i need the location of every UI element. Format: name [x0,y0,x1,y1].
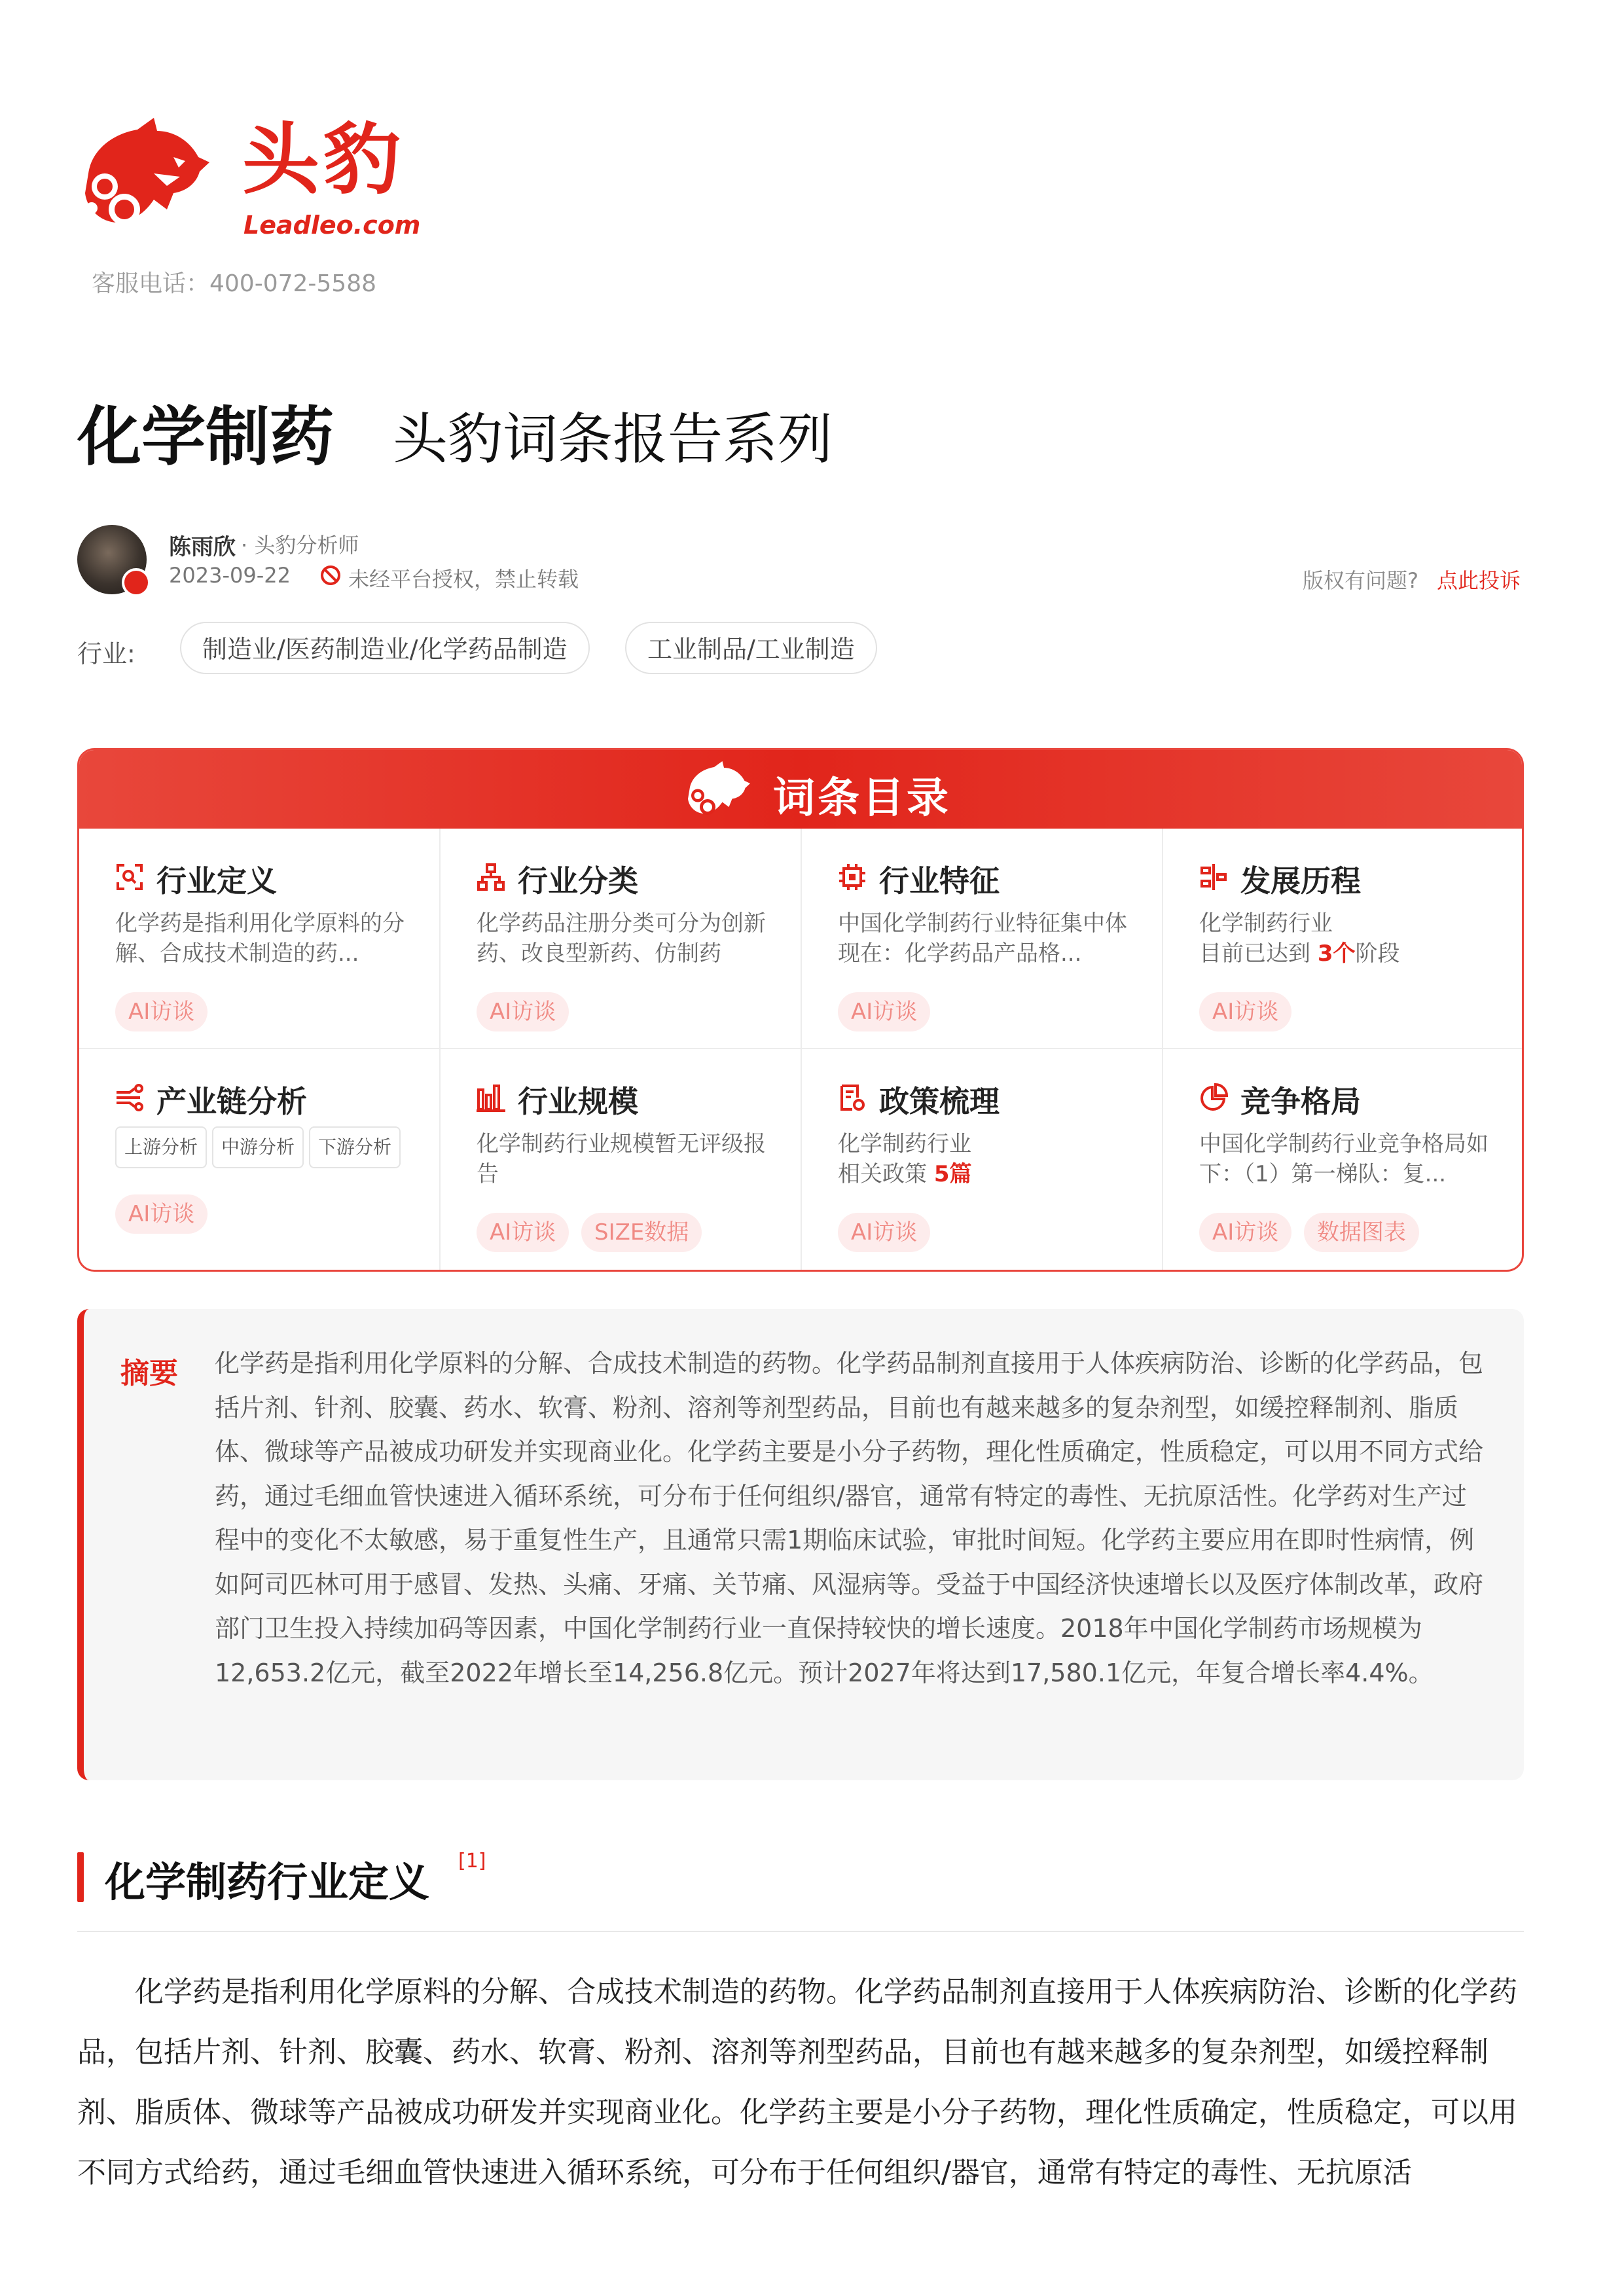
chain-icon [115,1083,144,1112]
brand-name-en: Leadleo.com [244,211,421,240]
ai-interview-pill[interactable]: AI访谈 [115,992,208,1031]
leopard-logo-icon [678,758,757,823]
search-doc-icon [115,863,144,891]
section-title: 化学制药行业定义 [105,1858,430,1906]
report-subtitle: 头豹词条报告系列 [393,407,833,471]
toc-item-desc: 化学制药行业规模暂无评级报告 [477,1131,766,1187]
industry-label: 行业: [77,639,135,668]
toc-grid [79,829,1522,1270]
desc-suffix: 阶段 [1355,941,1400,967]
ai-interview-pill[interactable]: AI访谈 [838,992,930,1031]
summary-box [77,1309,1524,1780]
desc-line: 目前已达到 [1199,941,1318,967]
ai-interview-pill[interactable]: AI访谈 [115,1194,208,1234]
policy-count: 5篇 [933,1161,972,1187]
ai-interview-pill[interactable]: AI访谈 [1199,992,1291,1031]
summary-text: 化学药是指利用化学原料的分解、合成技术制造的药物。化学药品制剂直接用于人体疾病防治、诊断的化学药品，包括片剂、针剂、胶囊、药水、软膏、粉剂、溶剂等剂型药品，目前也有越来越多的复杂剂型，如缓控释制剂、脂质体、微球等产品被成功研发并实现商业化。化学药主要是小分子药物，理化性质确定，性质稳定，可以用不同方式给药，通过毛细血管快速进入循环系统，可分布于任何组织/器官，通常有特定的毒性、无抗原活性。化学药对生产过程中的变化不太敏感，易于重复性生产，且通常只需1期临床试验，审批时间短。化学药主要应用在即时性病情，例如阿司匹林可用于感冒、发热、头痛、牙痛、关节痛、风湿病等。受益于中国经济快速增长以及医疗体制改革，政府部门卫生投入持续加码等因素，中国化学制药行业一直保持较快的增长速度。2018年中国化学制药市场规模为12,653.2亿元，截至2022年增长至14,256.8亿元。预计2027年将达到17,580.1亿元，年复合增长率4.4%。 [215,1349,1484,1687]
toc-item-desc [838,1129,1132,1189]
timeline-icon [1199,863,1228,891]
leopard-logo-icon [75,111,213,242]
toc-item-desc: 化学药品注册分类可分为创新药、改良型新药、仿制药 [477,910,766,967]
section-accent-bar [77,1852,84,1902]
publish-date: 2023-09-22 [169,563,291,588]
toc-item-features[interactable] [802,829,1163,1049]
desc-line: 化学制药行业 [838,1131,971,1157]
toc-item-history[interactable] [1163,829,1524,1049]
ai-interview-pill[interactable]: AI访谈 [1199,1213,1291,1252]
toc-item-title: 产业链分析 [156,1084,307,1119]
desc-line: 化学制药行业 [1199,910,1333,937]
toc-item-classification[interactable] [441,829,802,1049]
industry-tag[interactable]: 工业制品/工业制造 [625,622,877,674]
toc-title: 词条目录 [773,774,951,823]
toc-item-desc: 化学药是指利用化学原料的分解、合成技术制造的药... [115,910,405,967]
industry-tag[interactable]: 制造业/医药制造业/化学药品制造 [180,622,590,674]
desc-line: 相关政策 [838,1161,934,1187]
toc-item-title: 政策梳理 [879,1084,1000,1119]
toc-item-desc: 中国化学制药行业特征集中体现在：化学药品产品格... [838,910,1127,967]
midstream-tag[interactable]: 中游分析 [212,1126,304,1168]
verified-badge-icon [122,568,151,597]
report-title: 化学制药 [77,400,334,475]
policy-doc-icon [838,1083,867,1112]
toc-item-definition[interactable] [79,829,441,1049]
toc-item-market-size[interactable] [441,1049,802,1270]
toc-item-competition[interactable] [1163,1049,1524,1270]
data-chart-pill[interactable]: 数据图表 [1304,1213,1419,1252]
avatar[interactable] [77,525,147,594]
toc-item-title: 行业定义 [156,863,277,899]
stage-count: 3个 [1317,941,1356,967]
section-body: 化学药是指利用化学原料的分解、合成技术制造的药物。化学药品制剂直接用于人体疾病防治、诊断的化学药品，包括片剂、针剂、胶囊、药水、软膏、粉剂、溶剂等剂型药品，目前也有越来越多的复杂剂型，如缓控释制剂、脂质体、微球等产品被成功研发并实现商业化。化学药主要是小分子药物，理化性质确定，性质稳定，可以用不同方式给药，通过毛细血管快速进入循环系统，可分布于任何组织/器官，通常有特定的毒性、无抗原活 [77,1975,1517,2189]
ai-interview-pill[interactable]: AI访谈 [477,1213,569,1252]
toc-item-title: 竞争格局 [1240,1084,1361,1119]
complain-link[interactable]: 点此投诉 [1437,568,1521,593]
toc-item-title: 行业特征 [879,863,1000,899]
toc-item-desc: 中国化学制药行业竞争格局如下：（1）第一梯队：复... [1199,1131,1489,1187]
size-data-pill[interactable]: SIZE数据 [581,1213,702,1252]
hierarchy-icon [477,863,505,891]
ai-interview-pill[interactable]: AI访谈 [477,992,569,1031]
author-role: · 头豹分析师 [241,533,359,558]
downstream-tag[interactable]: 下游分析 [309,1126,401,1168]
toc-item-policy[interactable] [802,1049,1163,1270]
section-divider [77,1931,1524,1932]
chain-tags [115,1126,406,1168]
author-name[interactable]: 陈雨欣 [169,534,236,560]
ai-interview-pill[interactable]: AI访谈 [838,1213,930,1252]
upstream-tag[interactable]: 上游分析 [115,1126,207,1168]
pie-chart-icon [1199,1083,1228,1112]
hotline: 客服电话：400-072-5588 [92,270,377,297]
toc-item-industry-chain[interactable] [79,1049,441,1270]
toc-item-title: 行业规模 [518,1084,638,1119]
section-reference[interactable]: [1] [458,1850,486,1873]
toc-item-desc [1199,908,1494,969]
toc-card [77,748,1524,1272]
toc-item-title: 发展历程 [1240,863,1361,899]
brand-name-cn: 头豹 [242,115,405,205]
bar-chart-icon [477,1083,505,1112]
summary-label: 摘要 [120,1357,178,1390]
chip-icon [838,863,867,891]
toc-item-title: 行业分类 [518,863,638,899]
toc-header [79,750,1522,829]
no-repost-notice: 未经平台授权，禁止转载 [348,567,579,592]
forbidden-icon [319,564,342,586]
copyright-question: 版权有问题? [1303,568,1418,593]
